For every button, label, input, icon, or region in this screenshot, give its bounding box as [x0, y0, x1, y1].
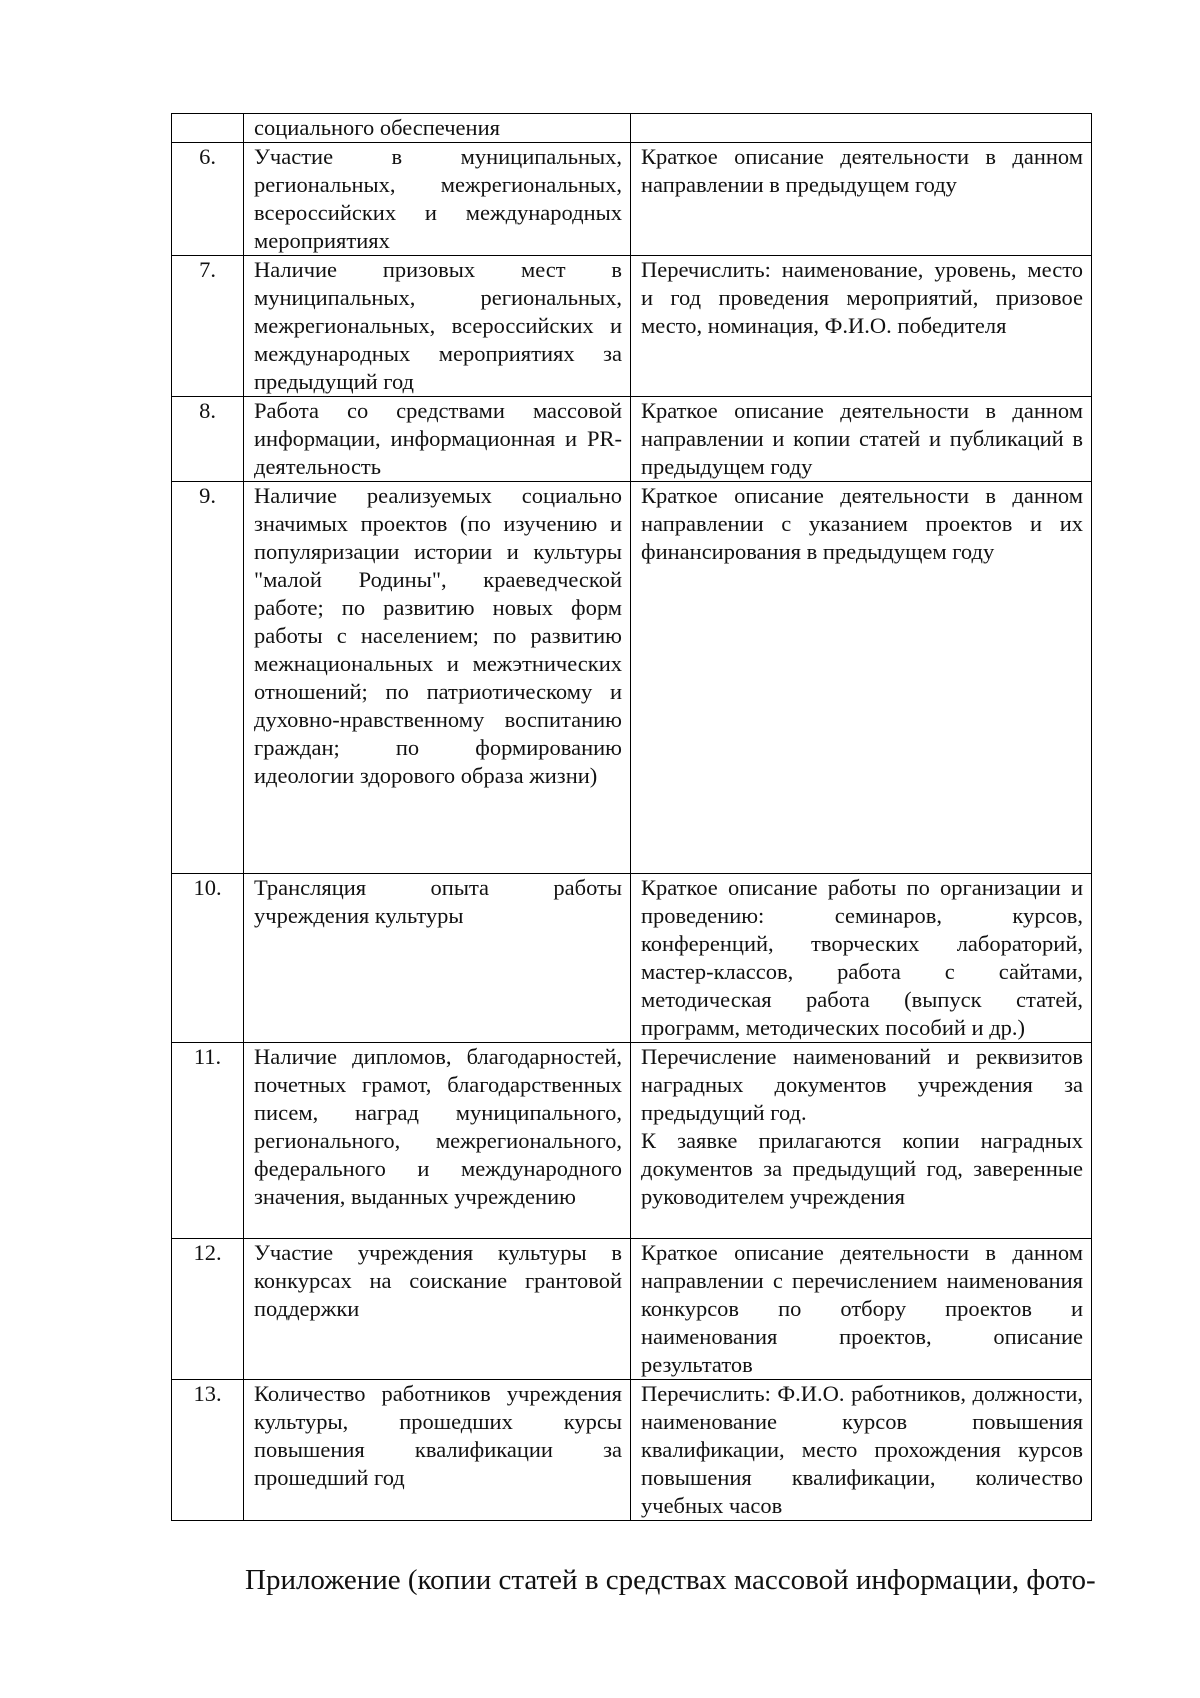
criterion-cell: Работа со средствами массовой информации, информационная и PR-деятельность: [244, 397, 631, 482]
table-row: [172, 397, 1092, 482]
criterion-cell: Количество работников учреждения культуры, прошедших курсы повышения квалификации за прошедший год: [244, 1380, 631, 1521]
description-cell: Перечислить: наименование, уровень, место и год проведения мероприятий, призовое место, номинация, Ф.И.О. победителя: [631, 256, 1092, 397]
description-cell: Краткое описание деятельности в данном направлении с перечислением наименования конкурсов по отбору проектов и наименования проектов, описание результатов: [631, 1239, 1092, 1380]
table-row: [172, 143, 1092, 256]
table-row: [172, 1380, 1092, 1521]
description-cell: Краткое описание деятельности в данном направлении и копии статей и публикаций в предыдущем году: [631, 397, 1092, 482]
description-cell: [631, 1043, 1092, 1239]
appendix-paragraph: Приложение (копии статей в средствах массовой информации, фото-: [245, 1564, 1096, 1596]
criteria-table: [171, 113, 1092, 1521]
row-number: 8.: [172, 397, 244, 482]
criterion-cell: Наличие дипломов, благодарностей, почетных грамот, благодарственных писем, наград муниципального, регионального, межрегионального, федерального и международного значения, выданных учреждению: [244, 1043, 631, 1239]
description-paragraph: К заявке прилагаются копии наградных документов за предыдущий год, заверенные руководителем учреждения: [641, 1128, 1083, 1209]
table-row: [172, 874, 1092, 1043]
criterion-cell: Участие в муниципальных, региональных, межрегиональных, всероссийских и международных мероприятиях: [244, 143, 631, 256]
description-cell: Краткое описание деятельности в данном направлении с указанием проектов и их финансирования в предыдущем году: [631, 482, 1092, 874]
criterion-cell: Трансляция опыта работы учреждения культуры: [244, 874, 631, 1043]
criterion-cell: Наличие призовых мест в муниципальных, региональных, межрегиональных, всероссийских и международных мероприятиях за предыдущий год: [244, 256, 631, 397]
row-number: 13.: [172, 1380, 244, 1521]
description-cell: Краткое описание работы по организации и проведению: семинаров, курсов, конференций, творческих лабораторий, мастер-классов, работа с сайтами, методическая работа (выпуск статей, программ, методических пособий и др.): [631, 874, 1092, 1043]
row-number: 12.: [172, 1239, 244, 1380]
description-cell: [631, 114, 1092, 143]
description-cell: Краткое описание деятельности в данном направлении в предыдущем году: [631, 143, 1092, 256]
table-row: [172, 1043, 1092, 1239]
row-number: 9.: [172, 482, 244, 874]
table-row: [172, 256, 1092, 397]
description-paragraph: Перечисление наименований и реквизитов наградных документов учреждения за предыдущий год.: [641, 1044, 1083, 1125]
row-number: 7.: [172, 256, 244, 397]
criterion-cell: социального обеспечения: [244, 114, 631, 143]
criterion-cell: Наличие реализуемых социально значимых проектов (по изучению и популяризации истории и культуры "малой Родины", краеведческой работе; по развитию новых форм работы с населением; по развитию межнациональных и межэтнических отношений; по патриотическому и духовно-нравственному воспитанию граждан; по формированию идеологии здорового образа жизни): [244, 482, 631, 874]
description-cell: Перечислить: Ф.И.О. работников, должности, наименование курсов повышения квалификации, место прохождения курсов повышения квалификации, количество учебных часов: [631, 1380, 1092, 1521]
row-number: 6.: [172, 143, 244, 256]
row-number: 11.: [172, 1043, 244, 1239]
row-number: [172, 114, 244, 143]
row-number: 10.: [172, 874, 244, 1043]
table-row: [172, 1239, 1092, 1380]
table-row: [172, 482, 1092, 874]
table-row: [172, 114, 1092, 143]
criterion-cell: Участие учреждения культуры в конкурсах на соискание грантовой поддержки: [244, 1239, 631, 1380]
